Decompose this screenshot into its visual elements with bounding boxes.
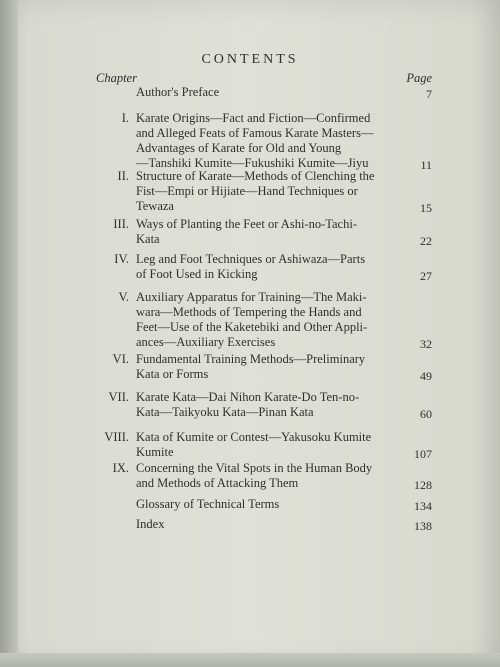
chapter-title-line: Kata or Forms <box>136 367 209 381</box>
page-number: 22 <box>420 234 432 248</box>
page-number: 128 <box>414 478 432 492</box>
chapter-number: V. <box>118 290 129 304</box>
chapter-title <box>136 517 406 532</box>
chapter-title-line: Ways of Planting the Feet or Ashi-no-Tachi- <box>136 217 357 231</box>
chapter-title-line: Index <box>136 517 165 531</box>
chapter-title <box>136 252 406 282</box>
chapter-number: VII. <box>108 390 129 404</box>
chapter-title <box>136 497 406 512</box>
chapter-title-line: Auxiliary Apparatus for Training—The Maki- <box>136 290 367 304</box>
book-gutter <box>0 0 18 667</box>
chapter-title-line: Kata—Taikyoku Kata—Pinan Kata <box>136 405 314 419</box>
chapter-number: IX. <box>112 461 129 475</box>
page-number: 60 <box>420 407 432 421</box>
chapter-number: I. <box>121 111 129 125</box>
page-number: 134 <box>414 499 432 513</box>
chapter-title <box>136 169 406 214</box>
chapter-number: VIII. <box>104 430 129 444</box>
chapter-title-line: Feet—Use of the Kaketebiki and Other Appli- <box>136 320 368 334</box>
page-number: 15 <box>420 201 432 215</box>
chapter-title-line: and Methods of Attacking Them <box>136 476 299 490</box>
chapter-title-line: Kata of Kumite or Contest—Yakusoku Kumite <box>136 430 372 444</box>
page-number: 7 <box>426 87 432 101</box>
chapter-title-line: of Foot Used in Kicking <box>136 267 258 281</box>
chapter-title <box>136 390 406 420</box>
chapter-title-line: Advantages of Karate for Old and Young <box>136 141 342 155</box>
chapter-title <box>136 461 406 491</box>
chapter-title-line: Kumite <box>136 445 174 459</box>
chapter-title-line: Glossary of Technical Terms <box>136 497 280 511</box>
chapter-title-line: —Tanshiki Kumite—Fukushiki Kumite—Jiyu <box>136 156 369 170</box>
chapter-column-header: Chapter <box>96 71 137 85</box>
chapter-title-line: Structure of Karate—Methods of Clenching the <box>136 169 375 183</box>
chapter-number: II. <box>117 169 129 183</box>
chapter-title-line: Leg and Foot Techniques or Ashiwaza—Parts <box>136 252 366 266</box>
chapter-title-line: Author's Preface <box>136 85 220 99</box>
chapter-title <box>136 111 406 171</box>
chapter-title-line: and Alleged Feats of Famous Karate Masters— <box>136 126 374 140</box>
chapter-title <box>136 352 406 382</box>
page-bottom-edge <box>0 653 500 667</box>
chapter-title <box>136 430 406 460</box>
page-number: 32 <box>420 337 432 351</box>
page-number: 11 <box>420 158 432 172</box>
chapter-title <box>136 85 406 100</box>
chapter-title-line: ances—Auxiliary Exercises <box>136 335 276 349</box>
chapter-title-line: Karate Origins—Fact and Fiction—Confirmed <box>136 111 371 125</box>
chapter-number: III. <box>113 217 129 231</box>
chapter-title-line: Karate Kata—Dai Nihon Karate-Do Ten-no- <box>136 390 360 404</box>
chapter-title <box>136 290 406 350</box>
chapter-title <box>136 217 406 247</box>
chapter-title-line: Fist—Empi or Hijiate—Hand Techniques or <box>136 184 358 198</box>
page-number: 138 <box>414 519 432 533</box>
chapter-number: VI. <box>112 352 129 366</box>
page-number: 49 <box>420 369 432 383</box>
chapter-title-line: Fundamental Training Methods—Preliminary <box>136 352 366 366</box>
contents-title: CONTENTS <box>201 52 299 67</box>
chapter-title-line: Kata <box>136 232 160 246</box>
chapter-title-line: wara—Methods of Tempering the Hands and <box>136 305 362 319</box>
chapter-title-line: Tewaza <box>136 199 174 213</box>
chapter-title-line: Concerning the Vital Spots in the Human Body <box>136 461 373 475</box>
chapter-number: IV. <box>114 252 129 266</box>
page-column-header: Page <box>406 71 432 85</box>
page-number: 27 <box>420 269 432 283</box>
page-number: 107 <box>414 447 432 461</box>
